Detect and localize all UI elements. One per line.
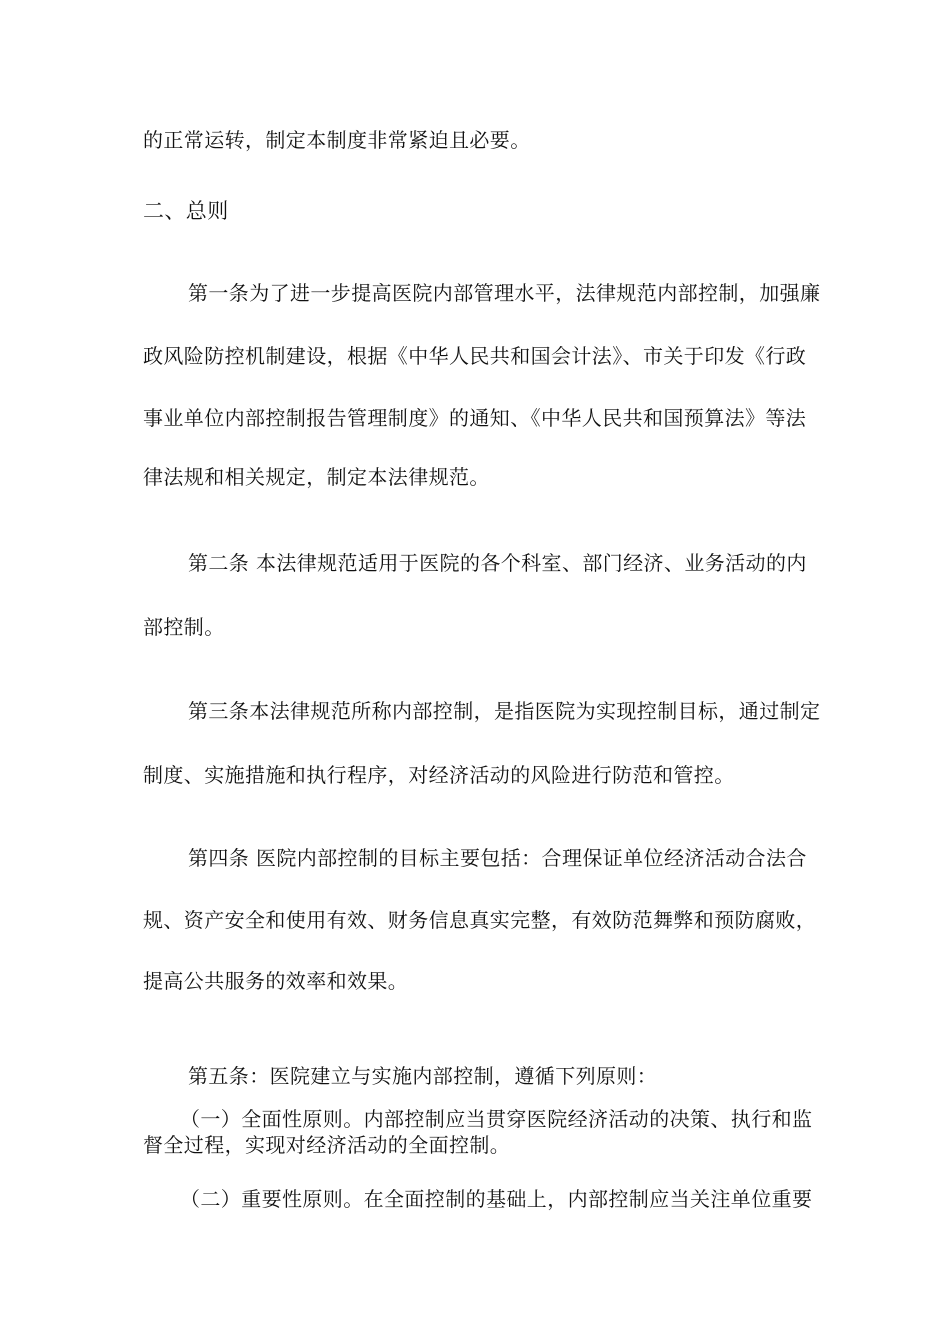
article-2-line: 第二条 本法律规范适用于医院的各个科室、部门经济、业务活动的内 (188, 551, 807, 575)
article-1-line: 政风险防控机制建设，根据《中华人民共和国会计法》、市关于印发《行政 (143, 344, 807, 368)
intro-tail-line: 的正常运转，制定本制度非常紧迫且必要。 (143, 128, 531, 152)
principle-1-line: 督全过程，实现对经济活动的全面控制。 (143, 1133, 511, 1157)
article-1-line: 第一条为了进一步提高医院内部管理水平，法律规范内部控制，加强廉 (188, 281, 821, 305)
article-5-intro: 第五条：医院建立与实施内部控制，遵循下列原则： (188, 1064, 658, 1088)
article-1-line: 律法规和相关规定，制定本法律规范。 (143, 465, 490, 489)
section-heading: 二、总则 (143, 199, 229, 223)
principle-1-line: （一）全面性原则。内部控制应当贯穿医院经济活动的决策、执行和监 (180, 1107, 813, 1131)
article-2-line: 部控制。 (143, 615, 225, 639)
article-3-line: 制度、实施措施和执行程序，对经济活动的风险进行防范和管控。 (143, 763, 735, 787)
article-1-line: 事业单位内部控制报告管理制度》的通知、《中华人民共和国预算法》等法 (143, 406, 807, 430)
article-4-line: 规、资产安全和使用有效、财务信息真实完整，有效防范舞弊和预防腐败， (143, 908, 817, 932)
article-4-line: 第四条 医院内部控制的目标主要包括：合理保证单位经济活动合法合 (188, 846, 807, 870)
principle-2-line: （二）重要性原则。在全面控制的基础上，内部控制应当关注单位重要 (180, 1187, 813, 1211)
article-4-line: 提高公共服务的效率和效果。 (143, 969, 409, 993)
article-3-line: 第三条本法律规范所称内部控制，是指医院为实现控制目标，通过制定 (188, 699, 821, 723)
